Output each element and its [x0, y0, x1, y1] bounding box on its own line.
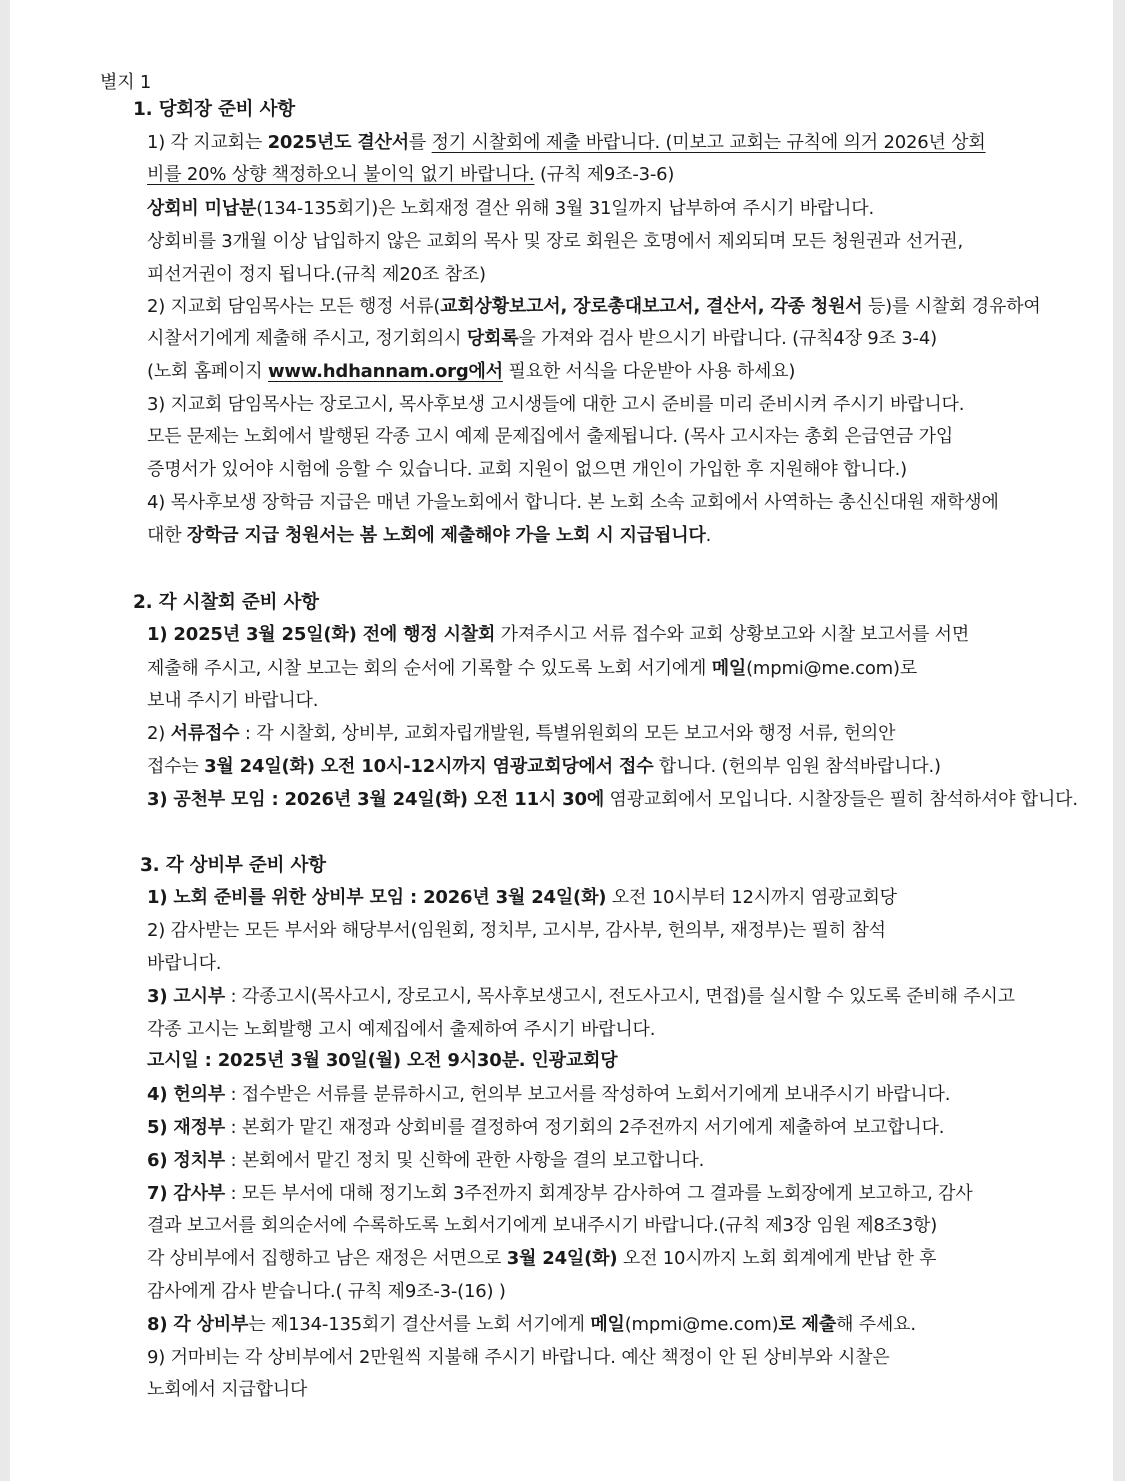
document-page — [10, 0, 1113, 1481]
s2-item1-line1: 1) 2025년 3월 25일(화) 전에 행정 시찰회 가져주시고 서류 접수와 교회 상황보고와 시찰 보고서를 서면 — [147, 624, 970, 645]
section-1-heading: 1. 당회장 준비 사항 — [133, 99, 295, 120]
s3-item7-line3: 각 상비부에서 집행하고 남은 재정은 서면으로 3월 24일(화) 오전 10시까지 노회 회계에게 반납 한 후 — [147, 1248, 937, 1269]
s3-item7-line4: 감사에게 감사 받습니다.( 규칙 제9조-3-(16) ) — [147, 1281, 506, 1302]
homepage-link[interactable]: www.hdhannam.org에서 — [268, 361, 503, 382]
s3-item2-line2: 바랍니다. — [147, 953, 222, 974]
s3-item5-line1: 5) 재정부 : 본회가 맡긴 재정과 상회비를 결정하여 정기회의 2주전까지 서기에게 제출하여 보고합니다. — [147, 1117, 945, 1138]
s1-item2-line2: 시찰서기에게 제출해 주시고, 정기회의시 당회록을 가져와 검사 받으시기 바랍니다. (규칙4장 9조 3-4) — [147, 328, 937, 349]
s3-item4-line1: 4) 헌의부 : 접수받은 서류를 분류하시고, 헌의부 보고서를 작성하여 노회서기에게 보내주시기 바랍니다. — [147, 1084, 951, 1105]
s3-item2-line1: 2) 감사받는 모든 부서와 해당부서(임원회, 정치부, 고시부, 감사부, 헌의부, 재정부)는 필히 참석 — [147, 920, 886, 941]
s3-item9-line2: 노회에서 지급합니다 — [147, 1379, 308, 1400]
s1-item2-line1: 2) 지교회 담임목사는 모든 행정 서류(교회상황보고서, 장로총대보고서, 결산서, 각종 청원서 등)를 시찰회 경유하여 — [147, 296, 1041, 317]
s2-item3-line1: 3) 공천부 모임 : 2026년 3월 24일(화) 오전 11시 30에 염광교회에서 모입니다. 시찰장들은 필히 참석하셔야 합니다. — [147, 789, 1078, 810]
section-2-heading: 2. 각 시찰회 준비 사항 — [133, 592, 319, 613]
s1-item4-line2: 대한 장학금 지급 청원서는 봄 노회에 제출해야 가을 노회 시 지급됩니다. — [147, 525, 712, 546]
s1-item1-line4: 상회비를 3개월 이상 납입하지 않은 교회의 목사 및 장로 회원은 호명에서 제외되며 모든 청원권과 선거권, — [147, 231, 963, 252]
s1-item3-line3: 증명서가 있어야 시험에 응할 수 있습니다. 교회 지원이 없으면 개인이 가입한 후 지원해야 합니다.) — [147, 459, 907, 480]
s1-item1-line3: 상회비 미납분(134-135회기)은 노회재정 결산 위해 3월 31일까지 납부하여 주시기 바랍니다. — [147, 198, 874, 219]
s2-item1-line3: 보내 주시기 바랍니다. — [147, 690, 319, 711]
s1-item3-line2: 모든 문제는 노회에서 발행된 각종 고시 예제 문제집에서 출제됩니다. (목사 고시자는 총회 은급연금 가입 — [147, 426, 954, 447]
s1-item2-line3: (노회 홈페이지 www.hdhannam.org에서 필요한 서식을 다운받아 사용 하세요) — [147, 361, 796, 382]
s2-item1-line2: 제출해 주시고, 시찰 보고는 회의 순서에 기록할 수 있도록 노회 서기에게 메일(mpmi@me.com)로 — [147, 658, 918, 679]
s1-item1-line2: 비를 20% 상향 책정하오니 불이익 없기 바랍니다. (규칙 제9조-3-6) — [147, 164, 675, 185]
s2-item2-line2: 접수는 3월 24일(화) 오전 10시-12시까지 염광교회당에서 접수 합니다. (헌의부 임원 참석바랍니다.) — [147, 756, 941, 777]
s3-item1-line1: 1) 노회 준비를 위한 상비부 모임 : 2026년 3월 24일(화) 오전 10시부터 12시까지 염광교회당 — [147, 887, 897, 908]
s3-item7-line1: 7) 감사부 : 모든 부서에 대해 정기노회 3주전까지 회계장부 감사하여 그 결과를 노회장에게 보고하고, 감사 — [147, 1183, 973, 1204]
s3-item6-line1: 6) 정치부 : 본회에서 맡긴 정치 및 신학에 관한 사항을 결의 보고합니다. — [147, 1150, 705, 1171]
s3-item3-line2: 각종 고시는 노회발행 고시 예제집에서 출제하여 주시기 바랍니다. — [147, 1019, 656, 1040]
s1-item1-line5: 피선거권이 정지 됩니다.(규칙 제20조 참조) — [147, 264, 486, 285]
s2-item2-line1: 2) 서류접수 : 각 시찰회, 상비부, 교회자립개발원, 특별위원회의 모든 보고서와 행정 서류, 헌의안 — [147, 723, 896, 744]
section-3-heading: 3. 각 상비부 준비 사항 — [140, 855, 326, 876]
s3-item7-line2: 결과 보고서를 회의순서에 수록하도록 노회서기에게 보내주시기 바랍니다.(규칙 제3장 임원 제8조3항) — [147, 1215, 938, 1236]
s3-exam-date: 고시일 : 2025년 3월 30일(월) 오전 9시30분. 인광교회당 — [147, 1050, 618, 1071]
s3-item3-line1: 3) 고시부 : 각종고시(목사고시, 장로고시, 목사후보생고시, 전도사고시, 면접)를 실시할 수 있도록 준비해 주시고 — [147, 986, 1015, 1007]
annex-label: 별지 1 — [100, 72, 152, 93]
s3-item8-line1: 8) 각 상비부는 제134-135회기 결산서를 노회 서기에게 메일(mpmi@me.com)로 제출해 주세요. — [147, 1314, 916, 1335]
s1-item3-line1: 3) 지교회 담임목사는 장로고시, 목사후보생 고시생들에 대한 고시 준비를 미리 준비시켜 주시기 바랍니다. — [147, 394, 965, 415]
s3-item9-line1: 9) 거마비는 각 상비부에서 2만원씩 지불해 주시기 바랍니다. 예산 책정이 안 된 상비부와 시찰은 — [147, 1347, 890, 1368]
s1-item1-line1: 1) 각 지교회는 2025년도 결산서를 정기 시찰회에 제출 바랍니다. (미보고 교회는 규칙에 의거 2026년 상회 — [147, 132, 986, 153]
s1-item4-line1: 4) 목사후보생 장학금 지급은 매년 가을노회에서 합니다. 본 노회 소속 교회에서 사역하는 총신신대원 재학생에 — [147, 492, 999, 513]
